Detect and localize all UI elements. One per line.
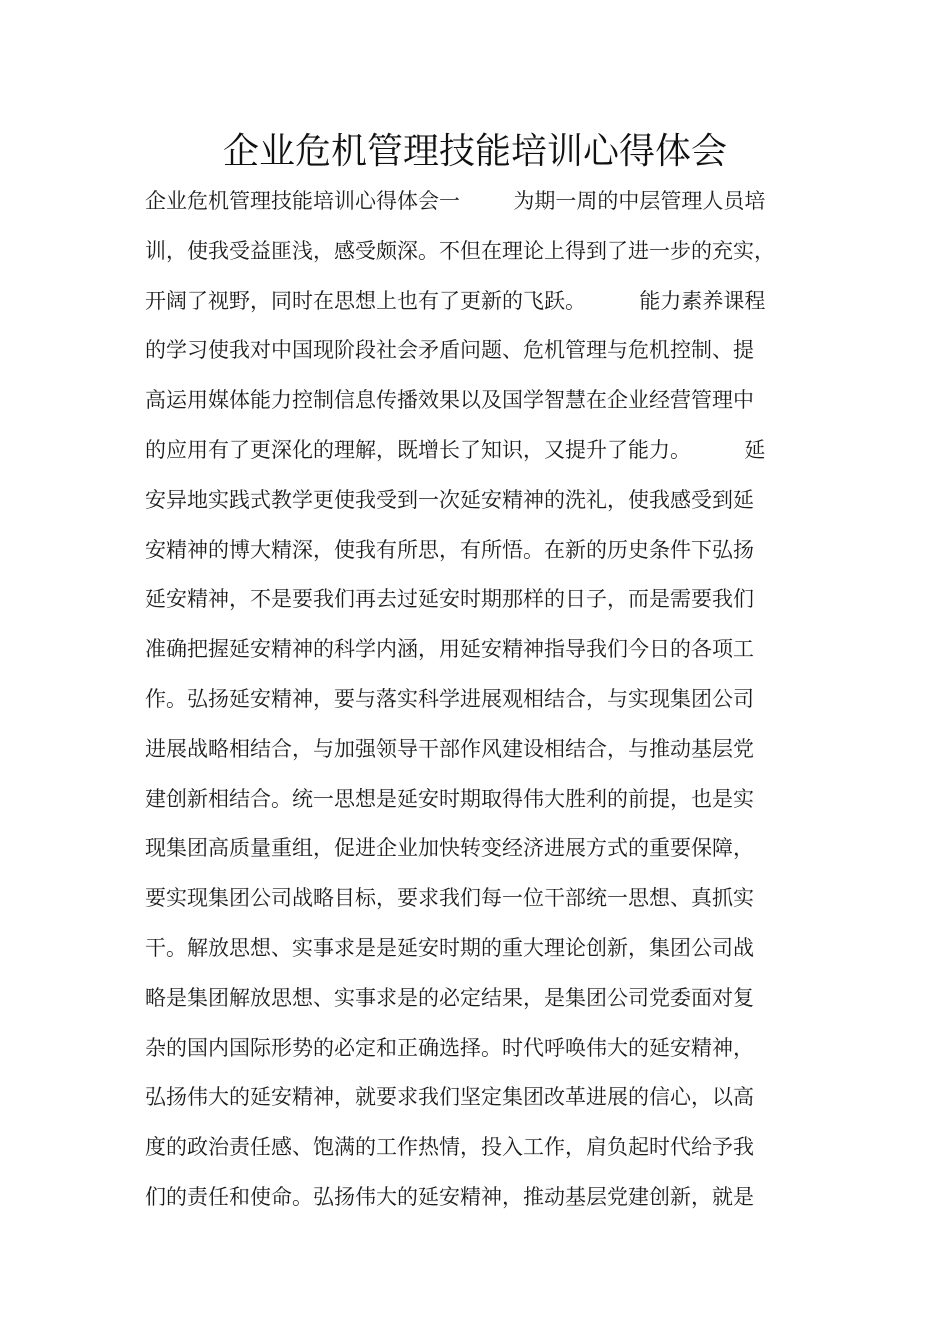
body-line: 弘扬伟大的延安精神，就要求我们坚定集团改革进展的信心，以高 [145,1085,754,1110]
body-line: 建创新相结合。统一思想是延安时期取得伟大胜利的前提，也是实 [145,786,754,811]
body-line: 度的政治责任感、饱满的工作热情，投入工作，肩负起时代给予我 [145,1135,754,1160]
body-line: 进展战略相结合，与加强领导干部作风建设相结合，与推动基层党 [145,736,754,761]
body-line: 企业危机管理技能培训心得体会一 为期一周的中层管理人员培 [145,189,766,213]
document-title: 企业危机管理技能培训心得体会 [222,131,727,172]
body-line: 开阔了视野，同时在思想上也有了更新的飞跃。 能力素养课程 [145,288,766,313]
body-line: 延安精神，不是要我们再去过延安时期那样的日子，而是需要我们 [145,587,754,612]
body-line: 安异地实践式教学更使我受到一次延安精神的洗礼，使我感受到延 [145,487,754,512]
document-body [145,184,817,1230]
body-line: 训，使我受益匪浅，感受颇深。不但在理论上得到了进一步的充实， [145,238,775,263]
body-line: 准确把握延安精神的科学内涵，用延安精神指导我们今日的各项工 [145,637,754,662]
body-line: 安精神的博大精深，使我有所思，有所悟。在新的历史条件下弘扬 [145,537,754,562]
body-line: 干。解放思想、实事求是是延安时期的重大理论创新，集团公司战 [145,935,754,960]
body-line: 作。弘扬延安精神，要与落实科学进展观相结合，与实现集团公司 [145,686,754,711]
body-line: 们的责任和使命。弘扬伟大的延安精神，推动基层党建创新，就是 [145,1184,754,1209]
body-line: 的应用有了更深化的理解，既增长了知识，又提升了能力。 延 [145,437,766,462]
body-line: 略是集团解放思想、实事求是的必定结果，是集团公司党委面对复 [145,985,754,1010]
body-line: 的学习使我对中国现阶段社会矛盾问题、危机管理与危机控制、提 [145,338,754,363]
body-line: 杂的国内国际形势的必定和正确选择。时代呼唤伟大的延安精神， [145,1035,754,1060]
body-line: 现集团高质量重组，促进企业加快转变经济进展方式的重要保障， [145,836,754,861]
body-line: 要实现集团公司战略目标，要求我们每一位干部统一思想、真抓实 [145,886,754,911]
body-line: 高运用媒体能力控制信息传播效果以及国学智慧在企业经营管理中 [145,388,754,413]
